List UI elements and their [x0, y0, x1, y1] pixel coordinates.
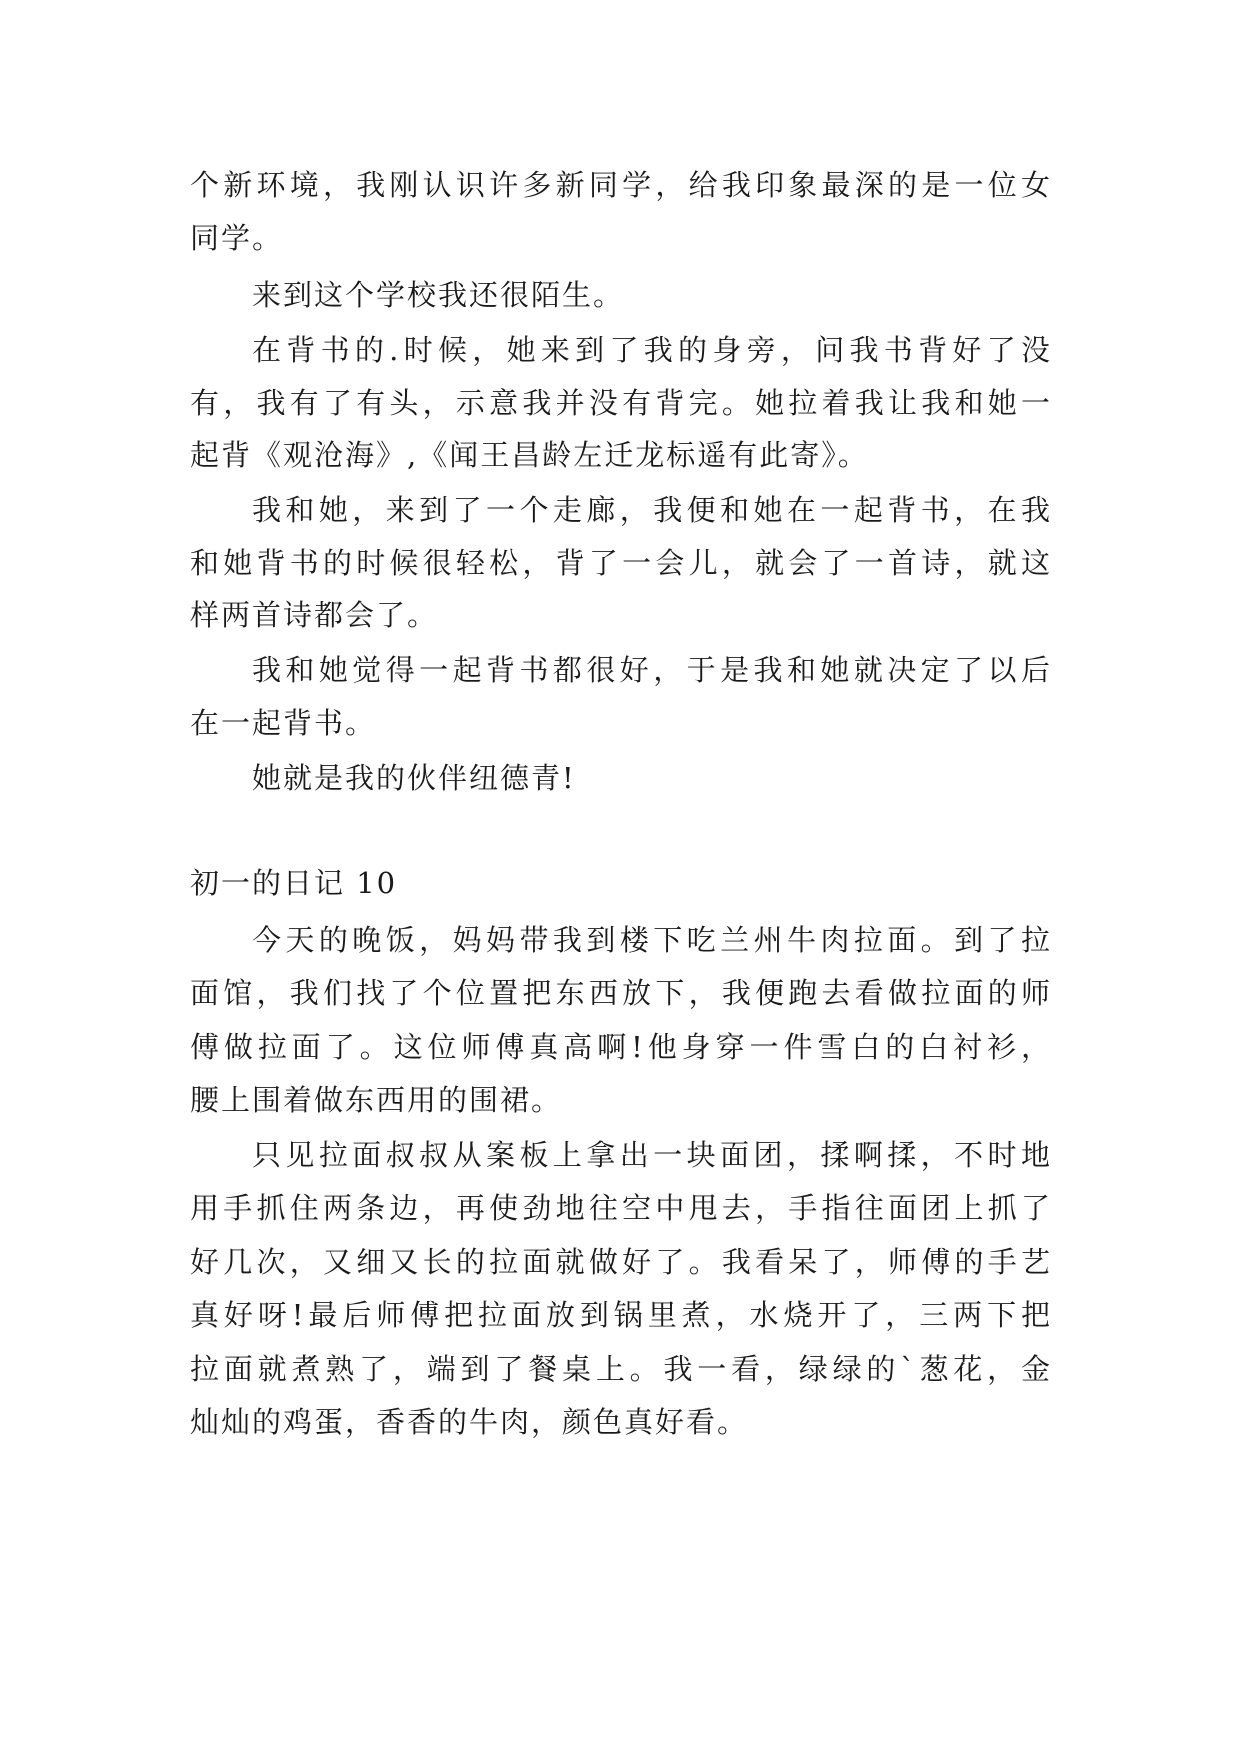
text-line: 同学。 — [190, 221, 284, 255]
text-line: 只见拉面叔叔从案板上拿出一块面团，揉啊揉，不时地 — [252, 1138, 1052, 1172]
text-line: 在背书的.时候，她来到了我的身旁，问我书背好了没 — [252, 333, 1052, 367]
text-line: 个新环境，我刚认识许多新同学，给我印象最深的是一位女 — [190, 168, 1052, 202]
text-line: 样两首诗都会了。 — [190, 598, 439, 632]
text-line: 在一起背书。 — [190, 706, 377, 740]
text-line: 面馆，我们找了个位置把东西放下，我便跑去看做拉面的师 — [190, 976, 1052, 1010]
text-line: 我和她，来到了一个走廊，我便和她在一起背书，在我 — [252, 493, 1052, 527]
section-heading: 初一的日记 10 — [190, 866, 398, 900]
text-line: 和她背书的时候很轻松，背了一会儿，就会了一首诗，就这 — [190, 546, 1052, 580]
text-line: 有，我有了有头，示意我并没有背完。她拉着我让我和她一 — [190, 386, 1052, 420]
text-line: 用手抓住两条边，再使劲地往空中甩去，手指往面团上抓了 — [190, 1191, 1052, 1225]
text-line: 我和她觉得一起背书都很好，于是我和她就决定了以后 — [252, 653, 1052, 687]
text-line: 起背《观沧海》,《闻王昌龄左迁龙标遥有此寄》。 — [190, 438, 869, 472]
text-line: 来到这个学校我还很陌生。 — [252, 278, 625, 312]
text-line: 灿灿的鸡蛋，香香的牛肉，颜色真好看。 — [190, 1405, 749, 1439]
text-line: 拉面就煮熟了，端到了餐桌上。我一看，绿绿的`葱花，金 — [190, 1352, 1052, 1386]
text-line: 好几次，又细又长的拉面就做好了。我看呆了，师傅的手艺 — [190, 1245, 1052, 1279]
text-line: 她就是我的伙伴纽德青! — [252, 761, 576, 795]
text-line: 真好呀!最后师傅把拉面放到锅里煮，水烧开了，三两下把 — [190, 1298, 1052, 1332]
text-line: 傅做拉面了。这位师傅真高啊!他身穿一件雪白的白衬衫， — [190, 1030, 1052, 1064]
text-line: 今天的晚饭，妈妈带我到楼下吃兰州牛肉拉面。到了拉 — [252, 923, 1052, 957]
text-line: 腰上围着做东西用的围裙。 — [190, 1083, 563, 1117]
